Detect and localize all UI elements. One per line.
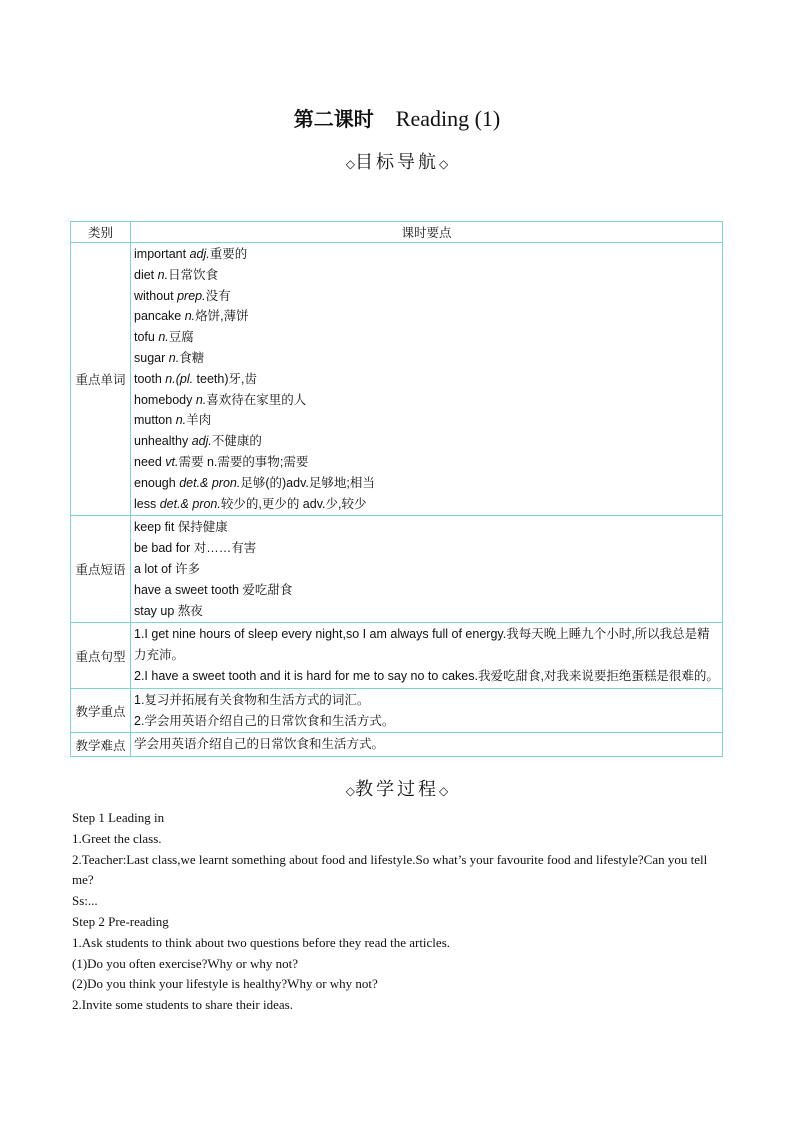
difficulty-list (131, 733, 723, 757)
section-heading-process (0, 775, 794, 801)
sentence-list (131, 623, 723, 688)
list-item: enough det.& pron.足够(的)adv.足够地;相当 (134, 475, 375, 490)
row-category: 教学难点 (71, 733, 131, 757)
paragraph: (1)Do you often exercise?Why or why not? (72, 955, 298, 971)
focus-list (131, 688, 723, 733)
list-item: tofu n.豆腐 (134, 330, 194, 345)
paragraph: 1.Ask students to think about two questions before they read the articles. (72, 934, 451, 950)
row-category: 重点短语 (71, 516, 131, 623)
phrase-list (131, 516, 723, 623)
diamond-icon: ◇ (439, 157, 449, 171)
teaching-process (72, 808, 722, 1016)
row-category: 教学重点 (71, 688, 131, 733)
step-heading: Step 1 Leading in (72, 810, 165, 825)
table-row (71, 516, 723, 623)
diamond-icon: ◇ (439, 784, 449, 798)
step-heading: Step 2 Pre-reading (72, 913, 169, 929)
table-row (71, 688, 723, 733)
list-item: diet n.日常饮食 (134, 267, 219, 282)
list-item: be bad for 对……有害 (134, 541, 257, 556)
header-points: 课时要点 (131, 222, 723, 243)
list-item: a lot of 许多 (134, 561, 200, 576)
list-item: 1.复习并拓展有关食物和生活方式的词汇。 (134, 692, 370, 707)
list-item: 学会用英语介绍自己的日常饮食和生活方式。 (134, 737, 385, 752)
list-item: unhealthy adj.不健康的 (134, 434, 262, 449)
section-heading-text: 教学过程 (355, 779, 439, 800)
section-heading-text: 目标导航 (355, 152, 439, 173)
diamond-icon: ◇ (345, 157, 355, 171)
list-item: need vt.需要 n.需要的事物;需要 (134, 454, 309, 469)
list-item: 1.I get nine hours of sleep every night,so I am always full of energy.我每天晚上睡九个小时,所以我总是精力充沛。 (134, 627, 710, 663)
paragraph: 1.Greet the class. (72, 830, 162, 846)
list-item: 2.学会用英语介绍自己的日常饮食和生活方式。 (134, 713, 395, 728)
page-title (0, 103, 794, 132)
list-item: tooth n.(pl. teeth)牙,齿 (134, 371, 257, 386)
section-heading-goals (0, 148, 794, 174)
list-item: homebody n.喜欢待在家里的人 (134, 392, 307, 407)
list-item: without prep.没有 (134, 288, 231, 303)
title-chinese: 第二课时 (293, 107, 374, 131)
list-item: have a sweet tooth 爱吃甜食 (134, 582, 293, 597)
list-item: pancake n.烙饼,薄饼 (134, 309, 249, 324)
list-item: keep fit 保持健康 (134, 520, 228, 535)
table-header-row (71, 222, 723, 243)
paragraph: 2.Teacher:Last class,we learnt something about food and lifestyle.So what’s your favourite food and lifestyle?Can you tell me? (72, 851, 708, 888)
row-category: 重点单词 (71, 243, 131, 516)
paragraph: 2.Invite some students to share their ideas. (72, 997, 293, 1013)
list-item: less det.& pron.较少的,更少的 adv.少,较少 (134, 496, 367, 511)
paragraph: Ss:... (72, 893, 98, 909)
diamond-icon: ◇ (345, 784, 355, 798)
title-english: Reading (1) (395, 106, 501, 131)
list-item: mutton n.羊肉 (134, 413, 212, 428)
lesson-table (70, 221, 723, 757)
paragraph: (2)Do you think your lifestyle is healthy?Why or why not? (72, 976, 378, 992)
list-item: stay up 熬夜 (134, 603, 203, 618)
vocab-list (131, 243, 723, 516)
table-row (71, 733, 723, 757)
table-row (71, 243, 723, 516)
list-item: 2.I have a sweet tooth and it is hard for me to say no to cakes.我爱吃甜食,对我来说要拒绝蛋糕是很难的。 (134, 668, 719, 683)
list-item: sugar n.食糖 (134, 350, 205, 365)
table-row (71, 623, 723, 688)
list-item: important adj.重要的 (134, 247, 248, 261)
header-category: 类别 (71, 222, 131, 243)
row-category: 重点句型 (71, 623, 131, 688)
